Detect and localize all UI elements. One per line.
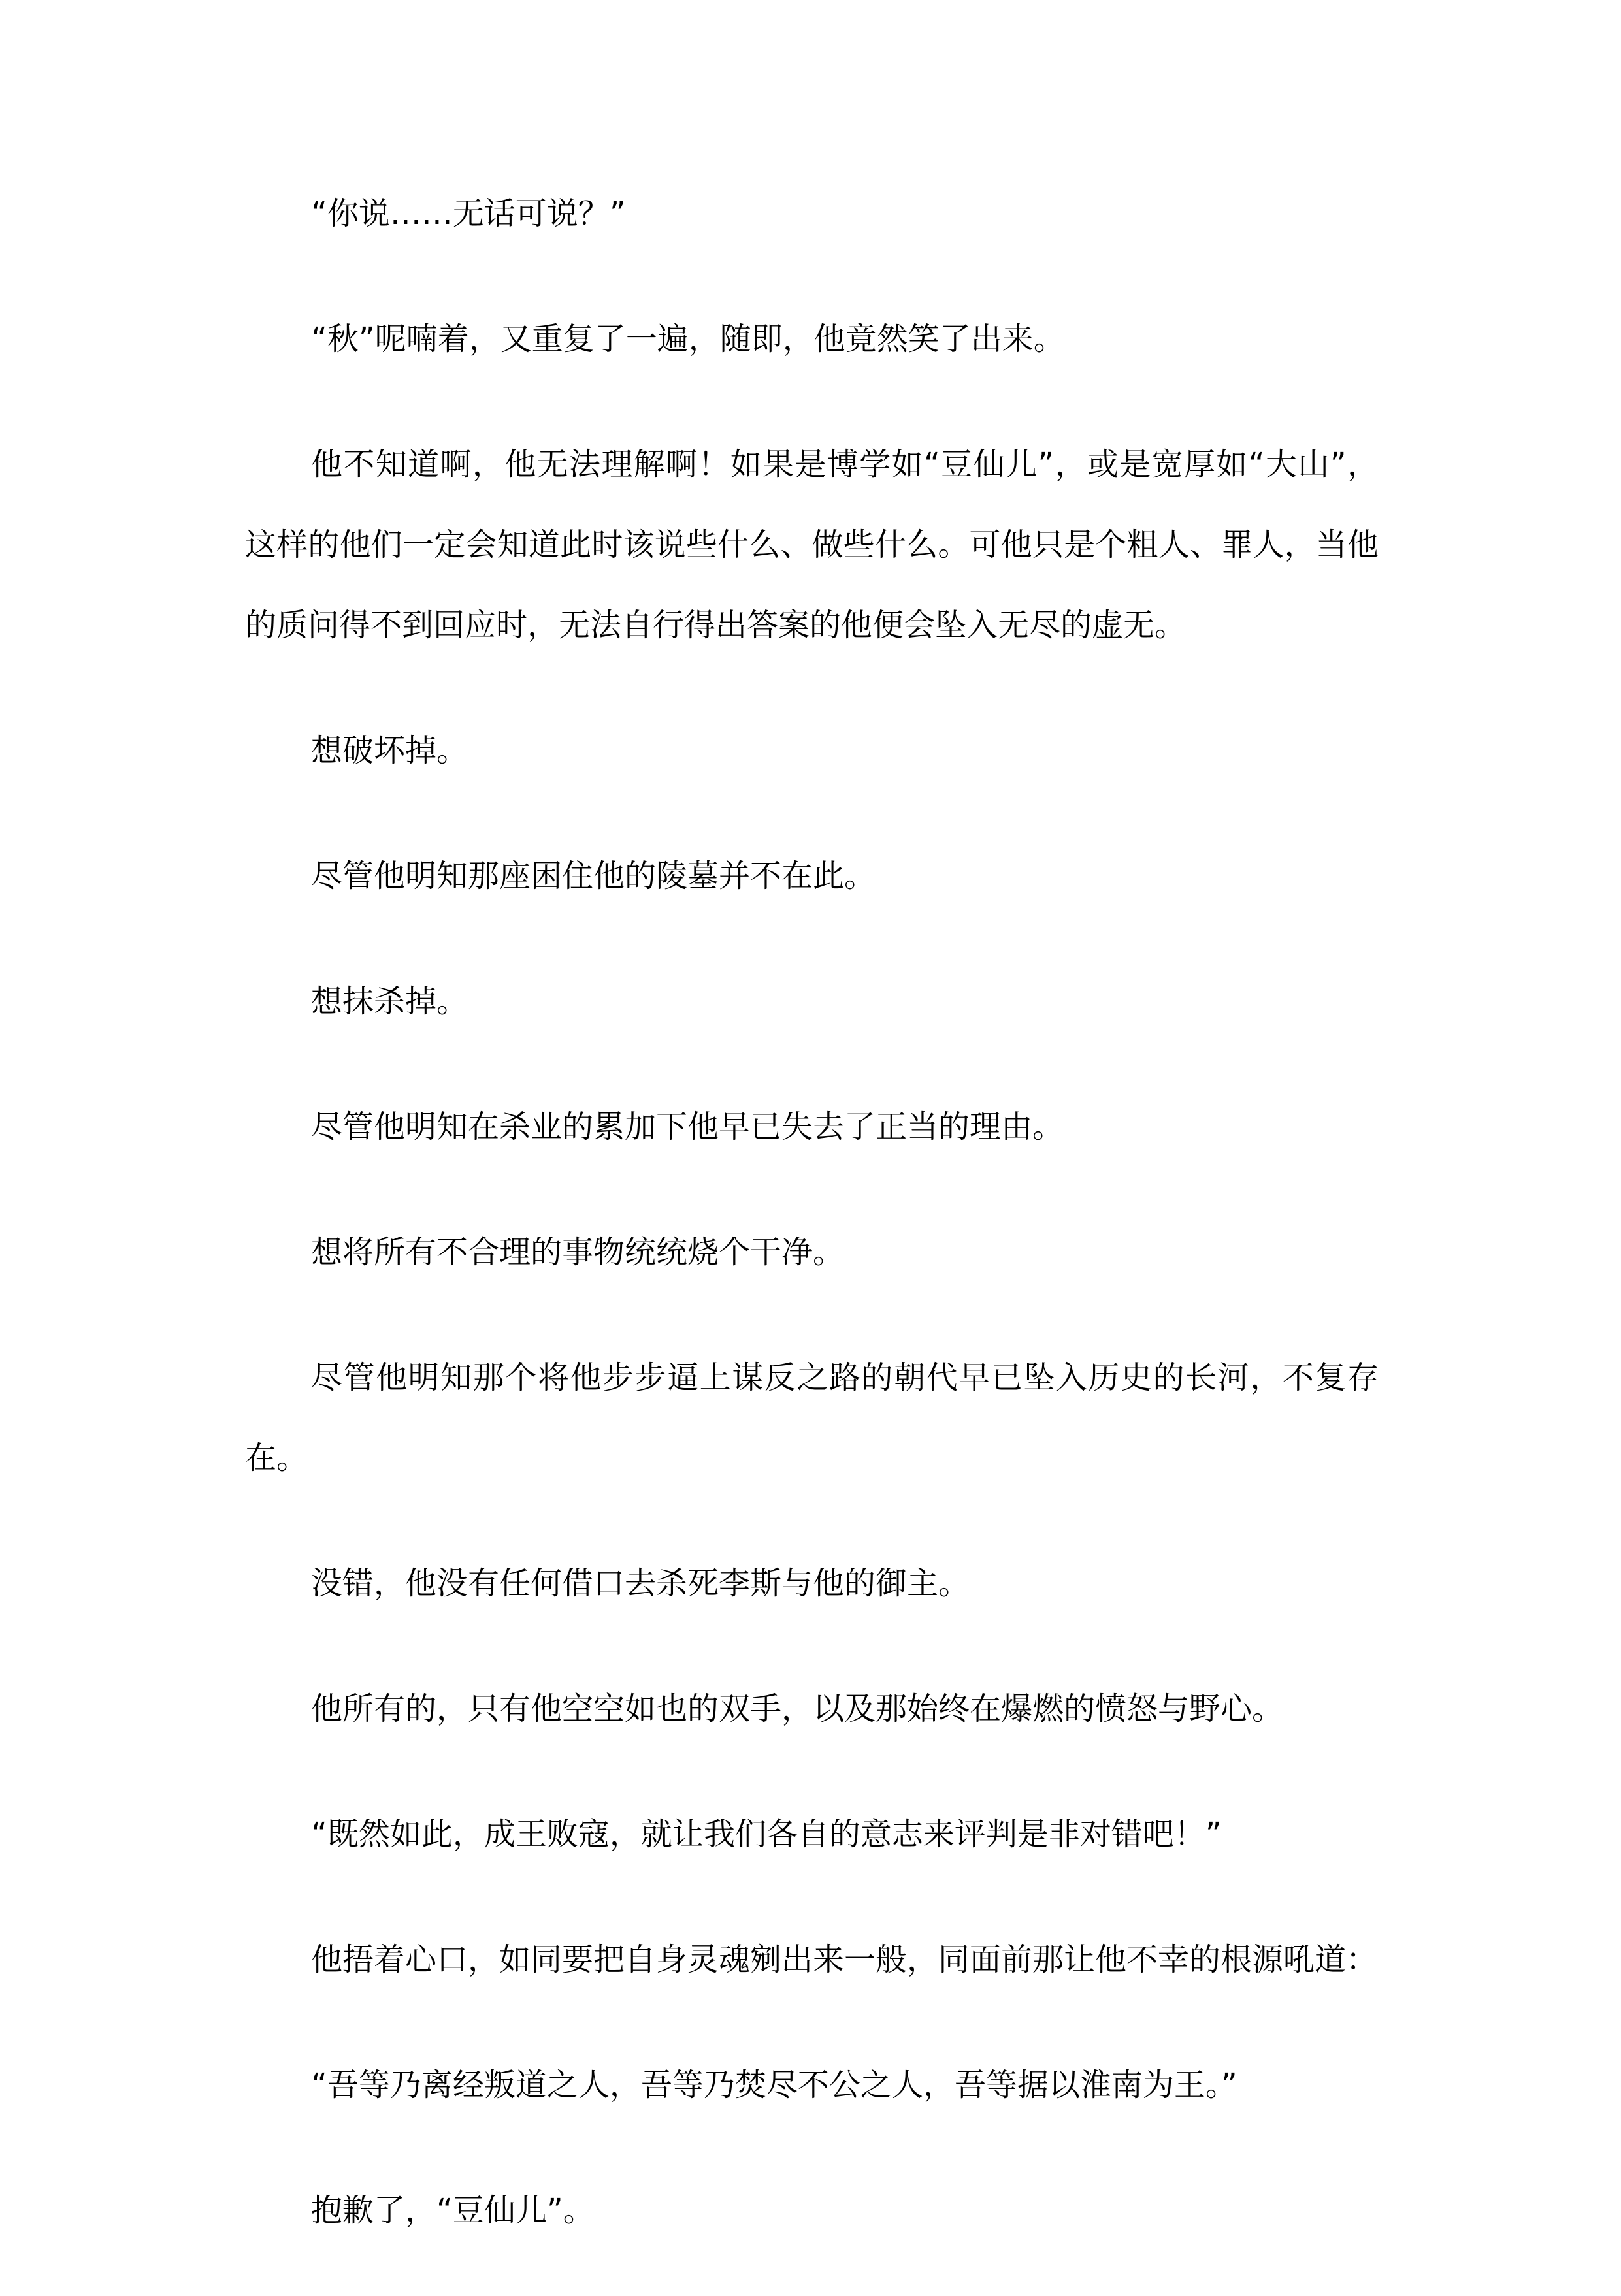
paragraph-11: 他所有的，只有他空空如也的双手，以及那始终在爆燃的愤怒与野心。 (311, 1690, 1284, 1727)
paragraph-12: “既然如此，成王败寇，就让我们各自的意志来评判是非对错吧！” (311, 1816, 1222, 1852)
paragraph-13: 他捂着心口，如同要把自身灵魂剜出来一般，同面前那让他不幸的根源吼道： (311, 1941, 1378, 1978)
paragraph-5: 尽管他明知那座困住他的陵墓并不在此。 (311, 858, 876, 894)
paragraph-2: “秋”呢喃着，又重复了一遍，随即，他竟然笑了出来。 (311, 321, 1065, 357)
paragraph-1: “你说……无话可说？” (311, 195, 626, 232)
paragraph-7: 尽管他明知在杀业的累加下他早已失去了正当的理由。 (311, 1108, 1064, 1145)
document-body (245, 174, 1379, 2296)
paragraph-6: 想抹杀掉。 (311, 983, 468, 1020)
paragraph-9: 尽管他明知那个将他步步逼上谋反之路的朝代早已坠入历史的长河，不复存在。 (245, 1359, 1379, 1476)
paragraph-8: 想将所有不合理的事物统统烧个干净。 (311, 1234, 845, 1270)
paragraph-3: 他不知道啊，他无法理解啊！如果是博学如“豆仙儿”，或是宽厚如“大山”，这样的他们一定会知道此时该说些什么、做些什么。可他只是个粗人、罪人，当他的质问得不到回应时，无法自行得出答案的他便会坠入无尽的虚无。 (245, 446, 1379, 643)
paragraph-4: 想破坏掉。 (311, 732, 468, 769)
paragraph-14: “吾等乃离经叛道之人，吾等乃焚尽不公之人，吾等据以淮南为王。” (311, 2067, 1237, 2103)
paragraph-10: 没错，他没有任何借口去杀死李斯与他的御主。 (311, 1565, 970, 1602)
paragraph-15: 抱歉了，“豆仙儿”。 (311, 2192, 595, 2229)
